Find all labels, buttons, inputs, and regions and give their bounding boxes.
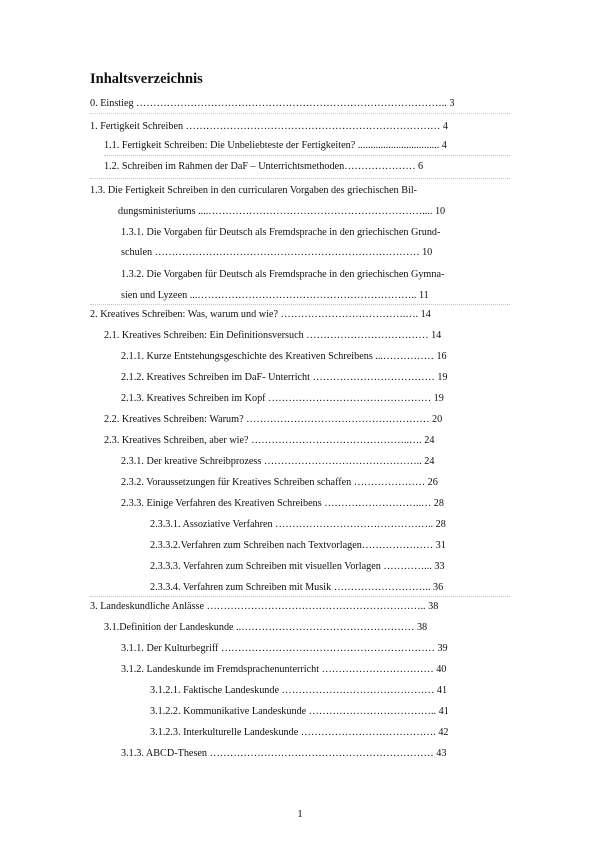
toc-divider [90, 596, 510, 597]
toc-entry[interactable]: 2.2. Kreatives Schreiben: Warum? ……………………………………………… 20 [104, 414, 443, 425]
toc-entry[interactable]: 2.3.2. Voraussetzungen für Kreatives Schreiben schaffen ………………… 26 [121, 477, 438, 488]
toc-entry[interactable]: 3.1.2.1. Faktische Landeskunde ……………………………………… 41 [150, 685, 448, 696]
toc-entry[interactable]: 3. Landeskundliche Anlässe ……………………………………………………….. 38 [90, 601, 439, 612]
toc-entry[interactable]: 1.3. Die Fertigkeit Schreiben in den curricularen Vorgaben des griechischen Bil- [90, 185, 418, 196]
toc-divider [104, 155, 510, 156]
toc-entry[interactable]: 2.3.3. Einige Verfahren des Kreativen Schreibens ………………………..… 28 [121, 498, 444, 509]
page-number: 1 [297, 808, 303, 820]
toc-entry[interactable]: 2.3.1. Der kreative Schreibprozess ……………………………………….. 24 [121, 456, 435, 467]
toc-divider [90, 178, 510, 179]
toc-entry[interactable]: 3.1.2.3. Interkulturelle Landeskunde …………………………………. 42 [150, 727, 449, 738]
toc-entry[interactable]: 2.3.3.3. Verfahren zum Schreiben mit visuellen Vorlagen …………... 33 [150, 561, 445, 572]
toc-entry[interactable]: 1. Fertigkeit Schreiben ………………………………………………………………… 4 [90, 121, 448, 132]
toc-entry[interactable]: 2.3.3.1. Assoziative Verfahren ……………………………………….. 28 [150, 519, 446, 530]
toc-entry[interactable]: 2. Kreatives Schreiben: Was, warum und wie? ……………………………….…. 14 [90, 309, 431, 320]
toc-entry[interactable]: 3.1.2. Landeskunde im Fremdsprachenunterricht …………………………… 40 [121, 664, 447, 675]
toc-entry[interactable]: 2.1.1. Kurze Entstehungsgeschichte des Kreativen Schreibens ...…………… 16 [121, 351, 447, 362]
toc-entry[interactable]: 1.1. Fertigkeit Schreiben: Die Unbeliebteste der Fertigkeiten? ................................ 4 [104, 140, 447, 151]
toc-entry[interactable]: 3.1.3. ABCD-Thesen ………………………………………………………… 43 [121, 748, 447, 759]
toc-entry[interactable]: sien und Lyzeen ...……………………………………………………….. 11 [121, 290, 429, 301]
toc-entry[interactable]: 1.3.1. Die Vorgaben für Deutsch als Fremdsprache in den griechischen Grund- [121, 227, 441, 238]
toc-heading: Inhaltsverzeichnis [90, 71, 203, 87]
toc-entry[interactable]: 2.3.3.2.Verfahren zum Schreiben nach Textvorlagen………………… 31 [150, 540, 446, 551]
toc-entry[interactable]: 2.3.3.4. Verfahren zum Schreiben mit Musik ……………………….. 36 [150, 582, 444, 593]
toc-entry[interactable]: 3.1.2.2. Kommunikative Landeskunde ……………………………….. 41 [150, 706, 449, 717]
toc-divider [90, 304, 510, 305]
toc-entry[interactable]: 3.1.Definition der Landeskunde ..…………………………………………… 38 [104, 622, 428, 633]
toc-entry[interactable]: 1.2. Schreiben im Rahmen der DaF – Unterrichtsmethoden………………… 6 [104, 161, 424, 172]
toc-entry[interactable]: 3.1.1. Der Kulturbegriff ……………………………………………………… 39 [121, 643, 448, 654]
toc-entry[interactable]: 2.1.3. Kreatives Schreiben im Kopf ………………………………………… 19 [121, 393, 444, 404]
toc-entry[interactable]: 1.3.2. Die Vorgaben für Deutsch als Fremdsprache in den griechischen Gymna- [121, 269, 445, 280]
toc-entry[interactable]: 0. Einstieg ……………………………………………………………………………….. 3 [90, 98, 455, 109]
toc-entry[interactable]: dungsministeriums ....……………………………………………………….... 10 [118, 206, 446, 217]
toc-divider [90, 113, 510, 114]
toc-entry[interactable]: schulen …………………………………………………………………… 10 [121, 247, 433, 258]
toc-entry[interactable]: 2.1.2. Kreatives Schreiben im DaF- Unterricht ……………………………… 19 [121, 372, 448, 383]
toc-entry[interactable]: 2.1. Kreatives Schreiben: Ein Definitionsversuch ……………………………… 14 [104, 330, 442, 341]
toc-entry[interactable]: 2.3. Kreatives Schreiben, aber wie? ………………………………………..…. 24 [104, 435, 435, 446]
